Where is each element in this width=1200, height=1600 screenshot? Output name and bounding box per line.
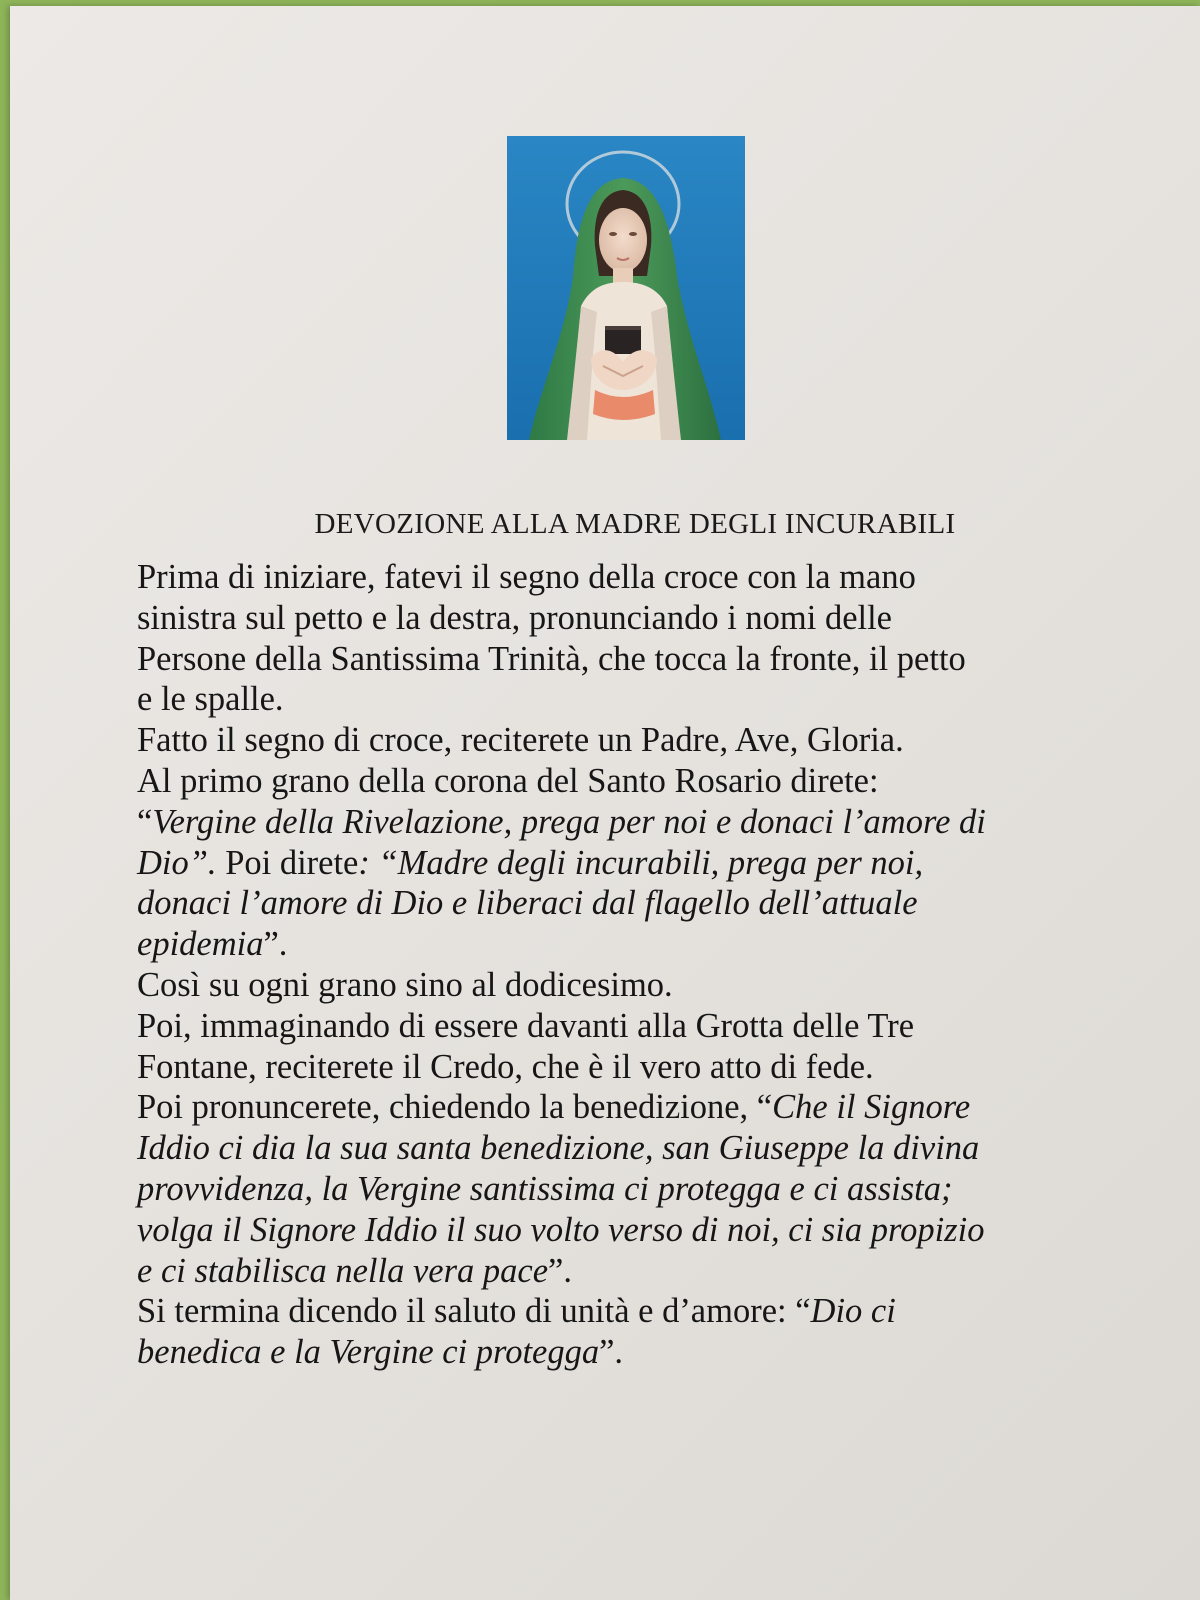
text-line: e le spalle. xyxy=(137,680,284,719)
paragraph-sign-of-cross: Fatto il segno di croce, reciterete un Padre, Ave, Gloria. xyxy=(137,721,904,760)
text-line: Poi, immaginando di essere davanti alla Grotta delle Tre xyxy=(137,1006,915,1045)
italic-text: benedica e la Vergine ci protegga xyxy=(137,1333,600,1372)
italic-text: Dio”. xyxy=(137,843,217,882)
text-line: sinistra sul petto e la destra, pronunciando i nomi delle xyxy=(137,598,892,637)
text-line: Al primo grano della corona del Santo Rosario direte: xyxy=(137,761,879,800)
text-line: Fontane, reciterete il Credo, che è il vero atto di fede. xyxy=(137,1047,874,1086)
paragraph-blessing xyxy=(137,1087,1099,1291)
quote-mark: ”. xyxy=(263,925,288,964)
text-line: Prima di iniziare, fatevi il segno della croce con la mano xyxy=(137,558,916,596)
prayer-text xyxy=(137,557,1099,1373)
italic-text: Dio ci xyxy=(810,1292,896,1331)
text-line: Poi direte xyxy=(216,843,359,882)
italic-text: e ci stabilisca nella vera pace xyxy=(137,1251,549,1290)
paragraph-instructions xyxy=(137,557,1099,720)
paragraph-closing-greeting xyxy=(137,1291,1099,1373)
text-line: Si termina dicendo il saluto di unità e d’amore: “ xyxy=(137,1292,811,1331)
paragraph-each-bead: Così su ogni grano sino al dodicesimo. xyxy=(137,965,673,1004)
quote-mark: ”. xyxy=(599,1333,624,1372)
italic-text: Che il Signore xyxy=(772,1088,971,1127)
madonna-image xyxy=(507,136,745,440)
italic-text: provvidenza, la Vergine santissima ci protegga e ci assista; xyxy=(137,1169,953,1208)
paragraph-credo xyxy=(137,1006,1099,1088)
italic-text: : “Madre degli incurabili, prega per noi, xyxy=(358,843,924,882)
madonna-illustration xyxy=(507,136,745,440)
italic-text: donaci l’amore di Dio e liberaci dal flagello dell’attuale xyxy=(137,884,918,923)
italic-text: volga il Signore Iddio il suo volto verso di noi, ci sia propizio xyxy=(137,1210,985,1249)
document-title: DEVOZIONE ALLA MADRE DEGLI INCURABILI xyxy=(314,508,956,540)
text-line: Persone della Santissima Trinità, che tocca la fronte, il petto xyxy=(137,639,966,678)
italic-text: Iddio ci dia la sua santa benedizione, san Giuseppe la divina xyxy=(137,1129,980,1168)
paragraph-first-bead xyxy=(137,761,1099,965)
italic-text: Vergine della Rivelazione, prega per noi e donaci l’amore di xyxy=(152,802,986,841)
text-line: Poi pronuncerete, chiedendo la benedizione, “ xyxy=(137,1088,773,1127)
quote-mark: “ xyxy=(137,802,153,841)
italic-text: epidemia xyxy=(137,925,264,964)
quote-mark: ”. xyxy=(548,1251,572,1290)
